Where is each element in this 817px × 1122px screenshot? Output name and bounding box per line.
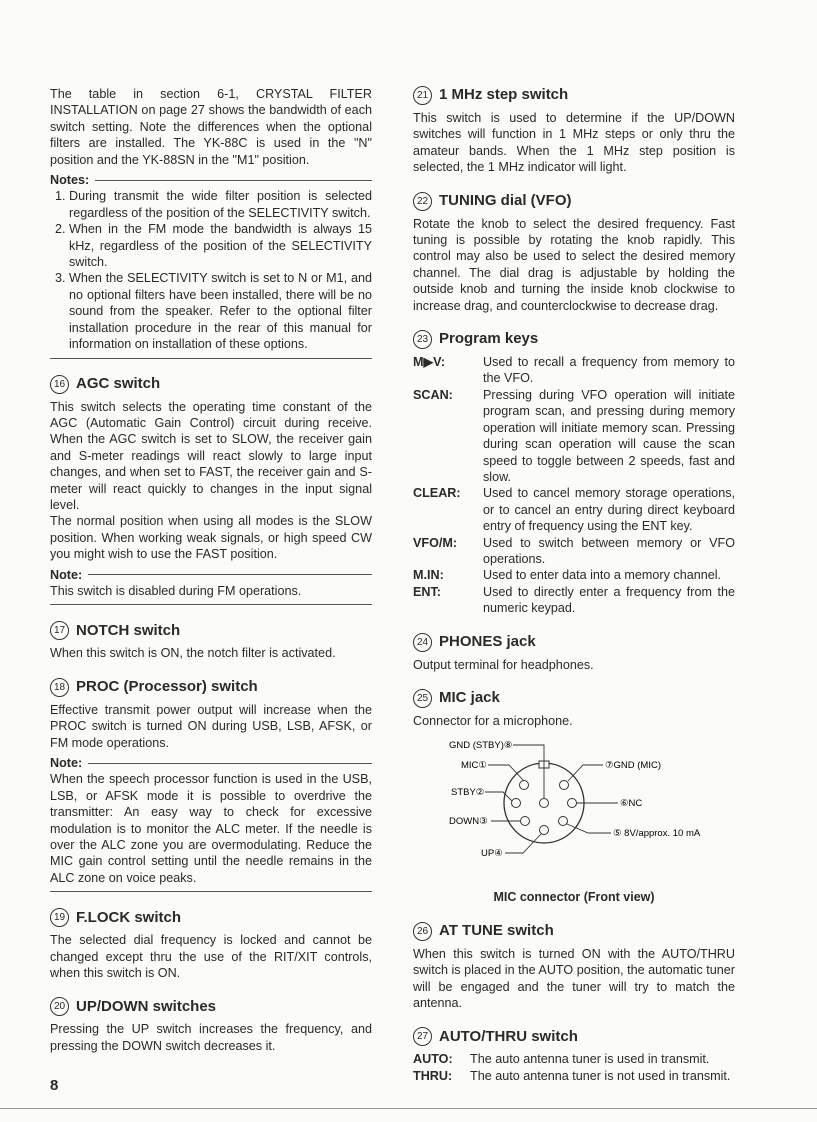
section-heading-at-tune bbox=[413, 922, 735, 941]
key-description: Used to enter data into a memory channel. bbox=[483, 568, 722, 583]
key-description: Used to recall a frequency from memory to the VFO. bbox=[483, 355, 735, 386]
section-number: 23 bbox=[413, 330, 432, 349]
section-number: 22 bbox=[413, 192, 432, 211]
notch-paragraph: When this switch is ON, the notch filter is activated. bbox=[50, 646, 336, 661]
mic-connector-diagram bbox=[413, 735, 735, 885]
note-label: Note: bbox=[50, 756, 83, 770]
section-heading-updown bbox=[50, 997, 372, 1016]
section-number: 17 bbox=[50, 621, 69, 640]
section-title: AGC switch bbox=[76, 374, 161, 392]
agc-paragraph: This switch selects the operating time constant of the AGC (Automatic Gain Control) circuit during receive. When the AGC switch is set to SLOW, the receiver gain and S-meter readings will react slowly to large input changes, and when set to FAST, the receiver gain and S-meter will react quickly to changes in the input signal level. bbox=[50, 399, 372, 512]
key-description: The auto antenna tuner is used in transmit. bbox=[470, 1052, 710, 1067]
section-heading-auto-thru bbox=[413, 1027, 735, 1046]
section-number: 26 bbox=[413, 922, 432, 941]
notes-list bbox=[50, 188, 372, 352]
proc-paragraph: Effective transmit power output will increase when the PROC switch is turned ON during USB, LSB, AFSK, or FM mode operations. bbox=[50, 702, 372, 750]
section-number: 19 bbox=[50, 908, 69, 927]
key-description: Used to directly enter a frequency from the numeric keypad. bbox=[483, 584, 735, 616]
section-title: AUTO/THRU switch bbox=[439, 1027, 578, 1045]
note-item: 3. When the SELECTIVITY switch is set to N or M1, and no optional filters have been installed, there will be no sound from the speaker. Refer to the optional filter installation procedure in the rear of this manual for information on installation of these options. bbox=[69, 270, 372, 352]
section-heading-proc bbox=[50, 678, 372, 697]
section-title: F.LOCK switch bbox=[76, 908, 182, 926]
divider bbox=[95, 180, 372, 181]
notes-heading bbox=[50, 172, 372, 188]
divider bbox=[88, 574, 372, 575]
divider bbox=[0, 1108, 817, 1109]
section-heading-1mhz bbox=[413, 86, 735, 105]
leader-gnd-stby bbox=[513, 745, 544, 798]
pin-label-mic: MIC① bbox=[461, 760, 487, 772]
section-heading-agc bbox=[50, 375, 372, 394]
section-title: UP/DOWN switches bbox=[76, 997, 217, 1015]
key-label: AUTO: bbox=[413, 1052, 453, 1067]
key-description: Pressing during VFO operation will initiate program scan, and pressing during memory operation will initiate memory scan. Pressing during scan operation will cause the scan speed to toggle between 2 speeds, fast and slow. bbox=[483, 387, 735, 484]
key-label: THRU: bbox=[413, 1068, 453, 1083]
leader-stby bbox=[485, 792, 512, 801]
pin-3 bbox=[521, 817, 530, 826]
pin-label-gnd-stby: GND (STBY)⑧ bbox=[449, 740, 513, 752]
section-number: 27 bbox=[413, 1027, 432, 1046]
agc-paragraph-2: The normal position when using all modes is the SLOW position. When working weak signals, or high speed CW you might wish to use the FAST position. bbox=[50, 514, 372, 562]
section-title: AT TUNE switch bbox=[439, 922, 554, 940]
section-number: 24 bbox=[413, 633, 432, 652]
pin-label-up: UP④ bbox=[481, 848, 503, 860]
mic-paragraph: Connector for a microphone. bbox=[413, 713, 573, 728]
section-number: 18 bbox=[50, 678, 69, 697]
leader-gnd-mic bbox=[568, 765, 603, 781]
agc-note: This switch is disabled during FM operations. bbox=[50, 583, 302, 598]
key-description: Used to switch between memory or VFO operations. bbox=[483, 535, 735, 566]
notes-label: Notes: bbox=[50, 173, 90, 188]
at-tune-paragraph: When this switch is turned ON with the AUTO/THRU switch is placed in the AUTO position, the automatic tuner will be engaged and the tuner will try to match the antenna. bbox=[413, 946, 735, 1010]
pin-2 bbox=[512, 799, 521, 808]
pin-label-8v: ⑤ 8V/approx. 10 mA bbox=[613, 828, 701, 840]
section-heading-phones bbox=[413, 633, 735, 652]
key-label: SCAN: bbox=[413, 387, 453, 402]
key-description: The auto antenna tuner is not used in transmit. bbox=[470, 1068, 731, 1083]
section-heading-tuning bbox=[413, 192, 735, 211]
note-item: 2. When in the FM mode the bandwidth is always 15 kHz, regardless of the position of the SELECTIVITY switch. bbox=[69, 221, 372, 270]
divider bbox=[50, 358, 372, 359]
pin-label-stby: STBY② bbox=[451, 787, 485, 799]
section-title: NOTCH switch bbox=[76, 621, 181, 639]
section-heading-flock bbox=[50, 908, 372, 927]
pin-8 bbox=[540, 799, 549, 808]
program-keys-list bbox=[413, 354, 735, 617]
left-column bbox=[50, 86, 372, 1054]
section-title: Program keys bbox=[439, 330, 539, 348]
note-heading bbox=[50, 755, 372, 771]
leader-mic bbox=[488, 765, 524, 781]
section-title: PHONES jack bbox=[439, 632, 536, 650]
1mhz-paragraph: This switch is used to determine if the UP/DOWN switches will function in 1 MHz steps or only thru the amateur bands. When the 1 MHz step position is selected, the 1 MHz indicator will light. bbox=[413, 111, 735, 175]
section-number: 16 bbox=[50, 375, 69, 394]
pin-7 bbox=[560, 781, 569, 790]
divider bbox=[88, 763, 372, 764]
key-label: CLEAR: bbox=[413, 486, 461, 501]
mic-connector-figure bbox=[413, 735, 735, 885]
tuning-paragraph: Rotate the knob to select the desired frequency. Fast tuning is possible by rotating the knob rapidly. This control may also be used to select the desired memory channel. The dial drag is adjustable by holding the outside knob and turning the inside knob clockwise to increase drag, and counterclockwise to decrease drag. bbox=[413, 216, 735, 313]
page-number: 8 bbox=[50, 1077, 59, 1094]
note-label: Note: bbox=[50, 567, 83, 582]
pin-5 bbox=[559, 817, 568, 826]
section-heading-program-keys bbox=[413, 330, 735, 349]
flock-paragraph: The selected dial frequency is locked and cannot be changed except thru the use of the RIT/XIT controls, when this switch is ON. bbox=[50, 933, 372, 981]
updown-paragraph: Pressing the UP switch increases the frequency, and pressing the DOWN switch decreases it. bbox=[50, 1022, 372, 1053]
divider bbox=[50, 891, 372, 892]
pin-4 bbox=[540, 826, 549, 835]
pin-label-gnd-mic: ⑦GND (MIC) bbox=[605, 760, 662, 772]
pin-1 bbox=[520, 781, 529, 790]
divider bbox=[50, 604, 372, 605]
pin-label-down: DOWN③ bbox=[449, 816, 488, 828]
auto-thru-list bbox=[413, 1051, 735, 1084]
intro-paragraph: The table in section 6-1, CRYSTAL FILTER INSTALLATION on page 27 shows the bandwidth of each switch setting. Note the differences when the optional filters are installed. The YK-88C is used in the "N" position and the YK-88SN in the "M1" position. bbox=[50, 87, 372, 167]
section-title: TUNING dial (VFO) bbox=[439, 191, 572, 209]
note-heading bbox=[50, 567, 372, 583]
key-label: M.IN: bbox=[413, 568, 444, 583]
figure-caption: MIC connector (Front view) bbox=[493, 890, 655, 905]
right-column bbox=[413, 86, 735, 1084]
note-item: 1. During transmit the wide filter position is selected regardless of the position of the SELECTIVITY switch. bbox=[69, 188, 372, 221]
key-label: VFO/M: bbox=[413, 535, 458, 550]
key-description: Used to cancel memory storage operations, or to cancel an entry during direct keyboard entry of frequency using the ENT key. bbox=[483, 486, 735, 534]
leader-8v bbox=[567, 824, 611, 833]
section-heading-mic bbox=[413, 689, 735, 708]
key-label: ENT: bbox=[413, 584, 441, 599]
section-title: MIC jack bbox=[439, 689, 500, 707]
section-title: 1 MHz step switch bbox=[439, 86, 569, 104]
proc-note: When the speech processor function is used in the USB, LSB, or AFSK mode it is possible to overdrive the transmitter: An easy way to check for excessive modulation is to monitor the ALC meter. If the needle is over the ALC zone you are overmodulating. Reduce the MIC gain control setting until the needle remains in the ALC zone on voice peaks. bbox=[50, 772, 372, 885]
section-heading-notch bbox=[50, 621, 372, 640]
pin-6 bbox=[568, 799, 577, 808]
section-number: 25 bbox=[413, 689, 432, 708]
phones-paragraph: Output terminal for headphones. bbox=[413, 657, 594, 672]
pin-label-nc: ⑥NC bbox=[620, 798, 643, 810]
key-label: M▶V: bbox=[413, 355, 446, 370]
section-number: 21 bbox=[413, 86, 432, 105]
section-title: PROC (Processor) switch bbox=[76, 678, 258, 696]
section-number: 20 bbox=[50, 997, 69, 1016]
